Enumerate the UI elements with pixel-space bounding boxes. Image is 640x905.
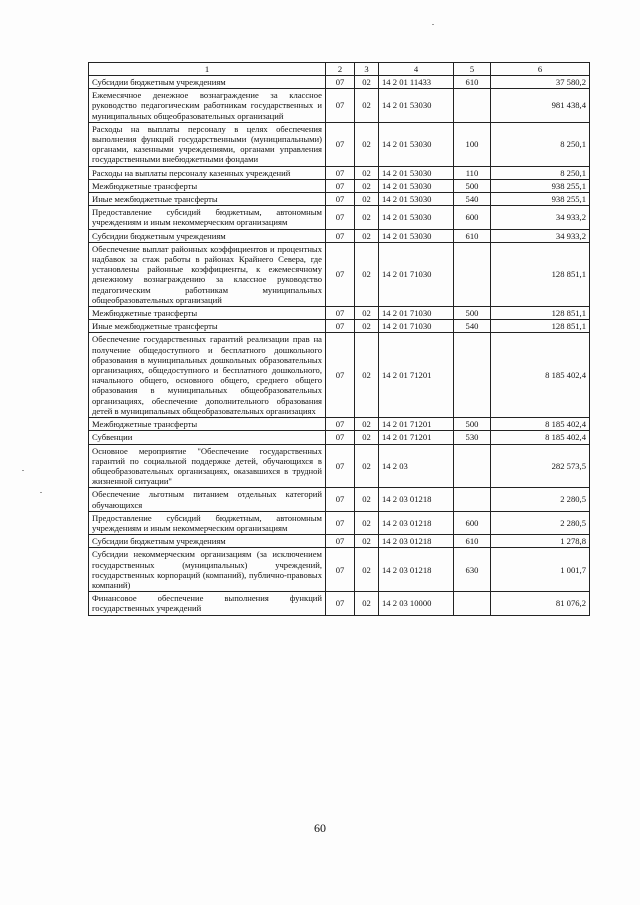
row-section-cell: 07 [326,488,355,511]
row-name-cell: Расходы на выплаты персоналу казенных учреждений [89,166,326,179]
table-row [89,511,590,534]
table-row [89,242,590,306]
row-amount-cell: 1 001,7 [491,548,590,592]
table-row [89,179,590,192]
row-section-cell: 07 [326,418,355,431]
row-amount-cell: 81 076,2 [491,592,590,615]
header-col-6: 6 [491,63,590,76]
row-name-cell: Предоставление субсидий бюджетным, автономным учреждениям и иным некоммерческим организациям [89,206,326,229]
row-name-cell: Субсидии бюджетным учреждениям [89,76,326,89]
row-expense-type-cell: 600 [454,206,491,229]
row-section-cell: 07 [326,229,355,242]
row-target-code-cell: 14 2 03 01218 [379,488,454,511]
row-section-cell: 07 [326,179,355,192]
row-subsection-cell: 02 [355,488,379,511]
scan-speck [22,470,24,471]
row-amount-cell: 128 851,1 [491,242,590,306]
header-col-1: 1 [89,63,326,76]
row-name-cell: Межбюджетные трансферты [89,179,326,192]
table-row [89,89,590,123]
row-section-cell: 07 [326,206,355,229]
row-target-code-cell: 14 2 01 53030 [379,89,454,123]
row-expense-type-cell: 110 [454,166,491,179]
row-target-code-cell: 14 2 01 71201 [379,418,454,431]
table-row [89,193,590,206]
table-row [89,76,590,89]
row-expense-type-cell: 100 [454,122,491,166]
row-name-cell: Финансовое обеспечение выполнения функций государственных учреждений [89,592,326,615]
row-name-cell: Межбюджетные трансферты [89,307,326,320]
table-body [89,76,590,616]
row-expense-type-cell [454,488,491,511]
row-expense-type-cell: 500 [454,418,491,431]
row-amount-cell: 37 580,2 [491,76,590,89]
row-subsection-cell: 02 [355,511,379,534]
row-target-code-cell: 14 2 03 01218 [379,535,454,548]
row-target-code-cell: 14 2 01 71030 [379,242,454,306]
row-target-code-cell: 14 2 03 01218 [379,511,454,534]
row-target-code-cell: 14 2 01 71030 [379,307,454,320]
row-section-cell: 07 [326,320,355,333]
row-expense-type-cell: 540 [454,193,491,206]
row-name-cell: Субвенции [89,431,326,444]
table-row [89,431,590,444]
row-name-cell: Иные межбюджетные трансферты [89,320,326,333]
row-section-cell: 07 [326,76,355,89]
row-expense-type-cell: 610 [454,76,491,89]
row-section-cell: 07 [326,193,355,206]
row-name-cell: Обеспечение льготным питанием отдельных категорий обучающихся [89,488,326,511]
row-amount-cell: 981 438,4 [491,89,590,123]
header-col-3: 3 [355,63,379,76]
row-subsection-cell: 02 [355,418,379,431]
row-amount-cell: 128 851,1 [491,307,590,320]
row-target-code-cell: 14 2 01 71201 [379,431,454,444]
row-expense-type-cell: 610 [454,229,491,242]
row-subsection-cell: 02 [355,592,379,615]
row-amount-cell: 34 933,2 [491,206,590,229]
row-amount-cell: 8 250,1 [491,122,590,166]
row-amount-cell: 8 250,1 [491,166,590,179]
row-subsection-cell: 02 [355,206,379,229]
row-subsection-cell: 02 [355,307,379,320]
row-name-cell: Субсидии бюджетным учреждениям [89,229,326,242]
row-target-code-cell: 14 2 01 53030 [379,122,454,166]
table-row [89,548,590,592]
row-name-cell: Межбюджетные трансферты [89,418,326,431]
row-name-cell: Иные межбюджетные трансферты [89,193,326,206]
table-row [89,307,590,320]
row-target-code-cell: 14 2 01 53030 [379,193,454,206]
row-expense-type-cell [454,444,491,488]
row-amount-cell: 2 280,5 [491,488,590,511]
row-amount-cell: 34 933,2 [491,229,590,242]
row-subsection-cell: 02 [355,76,379,89]
row-section-cell: 07 [326,431,355,444]
row-amount-cell: 282 573,5 [491,444,590,488]
row-section-cell: 07 [326,535,355,548]
row-subsection-cell: 02 [355,166,379,179]
table-row [89,333,590,418]
scan-speck [40,492,42,493]
row-expense-type-cell: 530 [454,431,491,444]
row-expense-type-cell [454,89,491,123]
row-subsection-cell: 02 [355,122,379,166]
row-subsection-cell: 02 [355,179,379,192]
page-number: 60 [314,821,326,835]
row-target-code-cell: 14 2 01 53030 [379,166,454,179]
row-target-code-cell: 14 2 01 53030 [379,206,454,229]
table-row [89,535,590,548]
row-name-cell: Обеспечение выплат районных коэффициентов и процентных надбавок за стаж работы в районах Крайнего Севера, где установлены районные коэффициенты, к ежемесячному денежному вознаграждению за классное руководство педагогическим работникам муниципальных общеобразовательных организаций [89,242,326,306]
row-name-cell: Расходы на выплаты персоналу в целях обеспечения выполнения функций государственными (муниципальными) органами, казенными учреждениями, органами управления государственными внебюджетными фондами [89,122,326,166]
row-amount-cell: 8 185 402,4 [491,418,590,431]
row-expense-type-cell: 500 [454,179,491,192]
row-expense-type-cell [454,242,491,306]
header-col-5: 5 [454,63,491,76]
row-expense-type-cell [454,333,491,418]
row-subsection-cell: 02 [355,193,379,206]
row-section-cell: 07 [326,548,355,592]
row-section-cell: 07 [326,89,355,123]
row-expense-type-cell: 600 [454,511,491,534]
table-row [89,122,590,166]
row-target-code-cell: 14 2 01 71201 [379,333,454,418]
header-row [89,63,590,76]
scan-speck [432,24,434,25]
row-subsection-cell: 02 [355,320,379,333]
table-row [89,229,590,242]
row-expense-type-cell [454,592,491,615]
table-row [89,444,590,488]
row-target-code-cell: 14 2 01 71030 [379,320,454,333]
row-subsection-cell: 02 [355,431,379,444]
row-section-cell: 07 [326,307,355,320]
row-section-cell: 07 [326,122,355,166]
table-row [89,488,590,511]
row-expense-type-cell: 500 [454,307,491,320]
row-amount-cell: 2 280,5 [491,511,590,534]
row-amount-cell: 8 185 402,4 [491,333,590,418]
table-row [89,418,590,431]
table-row [89,592,590,615]
row-subsection-cell: 02 [355,444,379,488]
row-subsection-cell: 02 [355,229,379,242]
row-name-cell: Субсидии бюджетным учреждениям [89,535,326,548]
row-target-code-cell: 14 2 03 01218 [379,548,454,592]
row-section-cell: 07 [326,166,355,179]
row-target-code-cell: 14 2 01 53030 [379,179,454,192]
row-section-cell: 07 [326,242,355,306]
row-subsection-cell: 02 [355,535,379,548]
table-header [89,63,590,76]
row-amount-cell: 938 255,1 [491,179,590,192]
row-section-cell: 07 [326,592,355,615]
row-subsection-cell: 02 [355,548,379,592]
row-subsection-cell: 02 [355,333,379,418]
row-name-cell: Обеспечение государственных гарантий реализации прав на получение общедоступного и бесплатного дошкольного образования в муниципальных дошкольных образовательных организациях, общедоступного и бесплатного дошкольного, начального общего, основного общего, среднего общего образования в муниципальных общеобразовательных организациях, обеспечение дополнительного образования детей в муниципальных общеобразовательных организациях [89,333,326,418]
row-name-cell: Субсидии некоммерческим организациям (за исключением государственных (муниципальных) учреждений, государственных корпораций (компаний), публично-правовых компаний) [89,548,326,592]
table-row [89,166,590,179]
table-row [89,320,590,333]
row-expense-type-cell: 630 [454,548,491,592]
row-section-cell: 07 [326,444,355,488]
row-name-cell: Ежемесячное денежное вознаграждение за классное руководство педагогическим работникам государственных и муниципальных общеобразовательных организаций [89,89,326,123]
row-target-code-cell: 14 2 03 10000 [379,592,454,615]
row-amount-cell: 128 851,1 [491,320,590,333]
header-col-4: 4 [379,63,454,76]
budget-table [88,62,590,616]
row-target-code-cell: 14 2 03 [379,444,454,488]
row-name-cell: Предоставление субсидий бюджетным, автономным учреждениям и иным некоммерческим организациям [89,511,326,534]
header-col-2: 2 [326,63,355,76]
row-amount-cell: 938 255,1 [491,193,590,206]
row-amount-cell: 1 278,8 [491,535,590,548]
table-row [89,206,590,229]
row-section-cell: 07 [326,333,355,418]
row-target-code-cell: 14 2 01 11433 [379,76,454,89]
row-amount-cell: 8 185 402,4 [491,431,590,444]
row-section-cell: 07 [326,511,355,534]
row-target-code-cell: 14 2 01 53030 [379,229,454,242]
row-subsection-cell: 02 [355,242,379,306]
row-subsection-cell: 02 [355,89,379,123]
row-expense-type-cell: 540 [454,320,491,333]
row-expense-type-cell: 610 [454,535,491,548]
row-name-cell: Основное мероприятие "Обеспечение государственных гарантий по социальной поддержке детей, обучающихся в общеобразовательных организациях, оказавшихся в трудной жизненной ситуации" [89,444,326,488]
